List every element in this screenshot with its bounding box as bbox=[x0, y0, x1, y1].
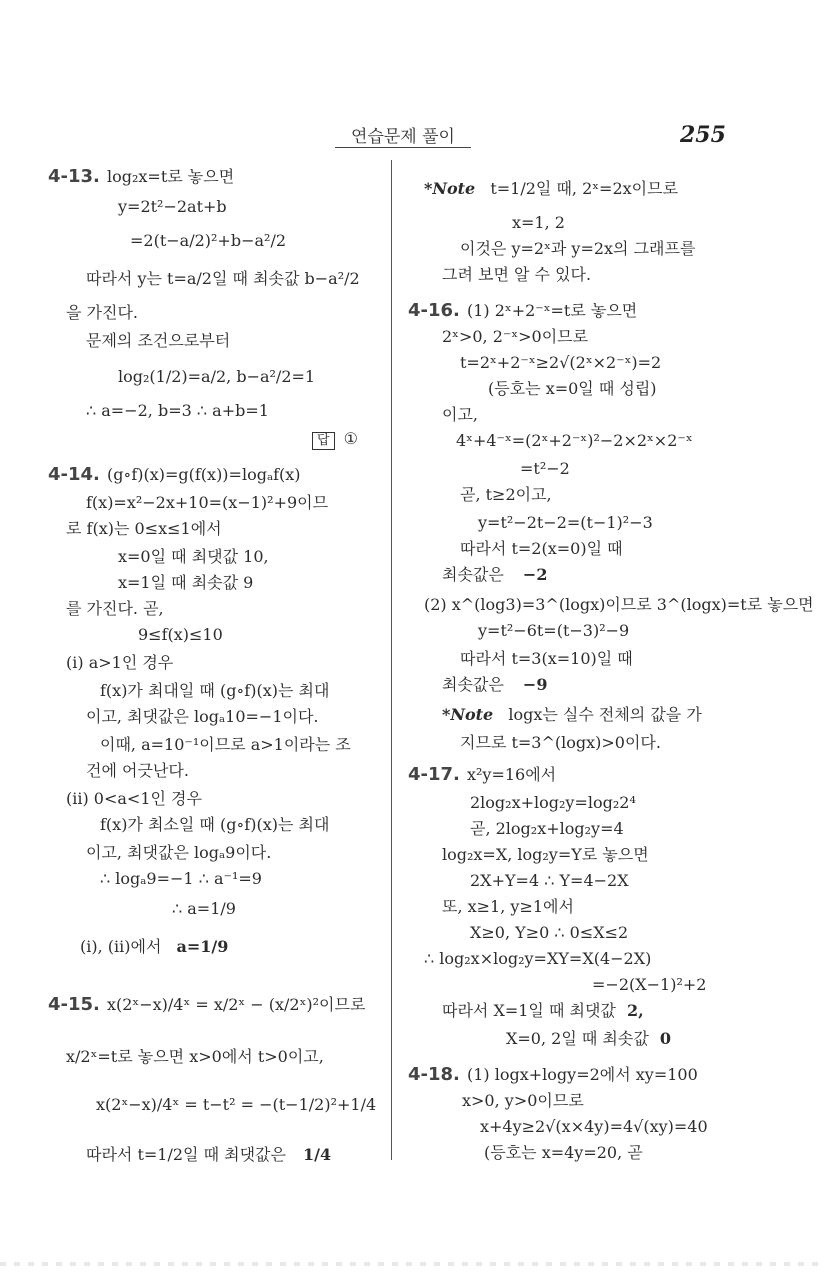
solution-line: =2(t−a/2)²+b−a²/2 bbox=[130, 231, 287, 250]
case-heading: (ii) 0<a<1인 경우 bbox=[66, 789, 202, 808]
conclusion-line bbox=[506, 1028, 671, 1050]
solution-line: ∴ logₐ9=−1 ∴ a⁻¹=9 bbox=[100, 869, 262, 888]
conclusion-line bbox=[86, 1144, 331, 1166]
note-line: 지므로 t=3^(logx)>0이다. bbox=[460, 733, 661, 752]
solution-line: f(x)가 최대일 때 (g∘f)(x)는 최대 bbox=[100, 681, 330, 700]
solution-line: 9≤f(x)≤10 bbox=[138, 625, 223, 644]
conclusion-text: 따라서 t=1/2일 때 최댓값은 bbox=[86, 1145, 286, 1164]
solution-line: (2) x^(log3)=3^(logx)이므로 3^(logx)=t로 놓으면 bbox=[424, 595, 814, 614]
solution-line: ∴ a=1/9 bbox=[172, 899, 236, 918]
problem-number: 4-16. bbox=[408, 300, 460, 321]
solution-line: 또, x≥1, y≥1에서 bbox=[442, 897, 574, 916]
problem-number: 4-15. bbox=[48, 994, 100, 1015]
conclusion-line bbox=[442, 1000, 644, 1022]
final-answer: −9 bbox=[522, 675, 548, 694]
problem-4-13 bbox=[48, 166, 234, 188]
solution-line: y=t²−2t−2=(t−1)²−3 bbox=[478, 513, 653, 532]
problem-number: 4-14. bbox=[48, 464, 100, 485]
note-label: *Note bbox=[442, 705, 494, 724]
conclusion-text: 최솟값은 bbox=[442, 565, 504, 584]
solution-line: log₂x=X, log₂y=Y로 놓으면 bbox=[442, 845, 649, 864]
solution-line: 4ˣ+4⁻ˣ=(2ˣ+2⁻ˣ)²−2×2ˣ×2⁻ˣ bbox=[456, 431, 693, 450]
note-line: logx는 실수 전체의 값을 가 bbox=[508, 705, 702, 724]
final-answer: a=1/9 bbox=[176, 937, 229, 956]
solution-line: 를 가진다. 곧, bbox=[66, 599, 164, 618]
solution-line: (등호는 x=4y=20, 곧 bbox=[484, 1143, 643, 1162]
solution-line: y=2t²−2at+b bbox=[118, 197, 227, 216]
solution-line: 곧, t≥2이고, bbox=[460, 485, 552, 504]
header-underline bbox=[335, 147, 471, 148]
running-header: 연습문제 풀이 bbox=[351, 127, 455, 147]
solution-line: X≥0, Y≥0 ∴ 0≤X≤2 bbox=[470, 923, 629, 942]
final-answer: 0 bbox=[659, 1029, 672, 1048]
final-answer: 1/4 bbox=[303, 1145, 332, 1164]
answer-label: 답 bbox=[312, 432, 335, 450]
solution-line: 을 가진다. bbox=[66, 303, 138, 322]
solution-line: 곧, 2log₂x+log₂y=4 bbox=[470, 819, 624, 838]
solution-line: 2X+Y=4 ∴ Y=4−2X bbox=[470, 871, 629, 890]
solution-line: x=0일 때 최댓값 10, bbox=[118, 547, 269, 566]
solution-line: (1) 2ˣ+2⁻ˣ=t로 놓으면 bbox=[466, 301, 638, 320]
note-4-15 bbox=[424, 178, 678, 200]
solution-line: 이고, 최댓값은 logₐ9이다. bbox=[86, 843, 272, 862]
solution-line: 건에 어긋난다. bbox=[86, 761, 189, 780]
case-heading: (i) a>1인 경우 bbox=[66, 653, 174, 672]
conclusion-line bbox=[442, 564, 547, 586]
answer-choice: ① bbox=[343, 429, 358, 448]
conclusion-text: 따라서 X=1일 때 최댓값 bbox=[442, 1001, 616, 1020]
note-line: x=1, 2 bbox=[512, 213, 565, 232]
solution-line: 따라서 t=2(x=0)일 때 bbox=[460, 539, 623, 558]
problem-number: 4-17. bbox=[408, 764, 460, 785]
solution-line: f(x)가 최소일 때 (g∘f)(x)는 최대 bbox=[100, 815, 330, 834]
solution-line: x>0, y>0이므로 bbox=[462, 1091, 584, 1110]
note-line: 그려 보면 알 수 있다. bbox=[442, 265, 592, 284]
solution-line: 이때, a=10⁻¹이므로 a>1이라는 조 bbox=[100, 735, 351, 754]
solution-line: ∴ log₂x×log₂y=XY=X(4−2X) bbox=[424, 949, 652, 968]
solution-line: =t²−2 bbox=[520, 459, 570, 478]
conclusion-text: (i), (ii)에서 bbox=[80, 937, 162, 956]
column-divider bbox=[391, 160, 392, 1160]
final-answer: 2, bbox=[626, 1001, 644, 1020]
solution-line: x/2ˣ=t로 놓으면 x>0에서 t>0이고, bbox=[66, 1047, 324, 1066]
solution-line: x(2ˣ−x)/4ˣ = x/2ˣ − (x/2ˣ)²이므로 bbox=[106, 995, 366, 1014]
note-label: *Note bbox=[424, 179, 476, 198]
solution-line: 문제의 조건으로부터 bbox=[86, 331, 231, 350]
solution-line: log₂(1/2)=a/2, b−a²/2=1 bbox=[118, 367, 316, 386]
solution-line: 따라서 y는 t=a/2일 때 최솟값 b−a²/2 bbox=[86, 269, 360, 288]
solution-line: (1) logx+logy=2에서 xy=100 bbox=[466, 1065, 698, 1084]
note-4-16 bbox=[442, 704, 702, 726]
problem-4-14 bbox=[48, 464, 301, 486]
solution-line: x(2ˣ−x)/4ˣ = t−t² = −(t−1/2)²+1/4 bbox=[96, 1095, 377, 1114]
solution-line: 2log₂x+log₂y=log₂2⁴ bbox=[470, 793, 636, 812]
solution-line: ∴ a=−2, b=3 ∴ a+b=1 bbox=[86, 401, 269, 420]
solution-line: 이고, 최댓값은 logₐ10=−1이다. bbox=[86, 707, 319, 726]
solution-line: 2ˣ>0, 2⁻ˣ>0이므로 bbox=[442, 327, 589, 346]
problem-4-17 bbox=[408, 764, 556, 786]
solution-line: y=t²−6t=(t−3)²−9 bbox=[478, 621, 630, 640]
problem-4-15 bbox=[48, 994, 365, 1016]
solution-line: (등호는 x=0일 때 성립) bbox=[488, 379, 657, 398]
solution-line: 로 f(x)는 0≤x≤1에서 bbox=[66, 519, 222, 538]
solution-line: f(x)=x²−2x+10=(x−1)²+9이므 bbox=[86, 493, 329, 512]
solution-line: =−2(X−1)²+2 bbox=[592, 975, 707, 994]
note-line: t=1/2일 때, 2ˣ=2x이므로 bbox=[490, 179, 679, 198]
conclusion-line bbox=[80, 936, 228, 958]
final-answer: −2 bbox=[522, 565, 548, 584]
solution-line: 이고, bbox=[442, 405, 478, 424]
solution-line: t=2ˣ+2⁻ˣ≥2√(2ˣ×2⁻ˣ)=2 bbox=[460, 353, 662, 372]
solution-line: log₂x=t로 놓으면 bbox=[106, 167, 235, 186]
page-number: 255 bbox=[680, 122, 726, 148]
problem-4-18 bbox=[408, 1064, 698, 1086]
problem-number: 4-18. bbox=[408, 1064, 460, 1085]
solution-line: x+4y≥2√(x×4y)=4√(xy)=40 bbox=[480, 1117, 708, 1136]
conclusion-line bbox=[442, 674, 547, 696]
problem-number: 4-13. bbox=[48, 166, 100, 187]
solution-line: 따라서 t=3(x=10)일 때 bbox=[460, 649, 633, 668]
solution-line: (g∘f)(x)=g(f(x))=logₐf(x) bbox=[106, 465, 301, 484]
answer-box bbox=[312, 428, 358, 450]
solution-line: x²y=16에서 bbox=[466, 765, 557, 784]
scan-artifact-strip bbox=[0, 1262, 825, 1266]
conclusion-text: 최솟값은 bbox=[442, 675, 504, 694]
conclusion-text: X=0, 2일 때 최솟값 bbox=[506, 1029, 649, 1048]
note-line: 이것은 y=2ˣ과 y=2x의 그래프를 bbox=[460, 239, 696, 258]
solution-line: x=1일 때 최솟값 9 bbox=[118, 573, 254, 592]
problem-4-16 bbox=[408, 300, 637, 322]
